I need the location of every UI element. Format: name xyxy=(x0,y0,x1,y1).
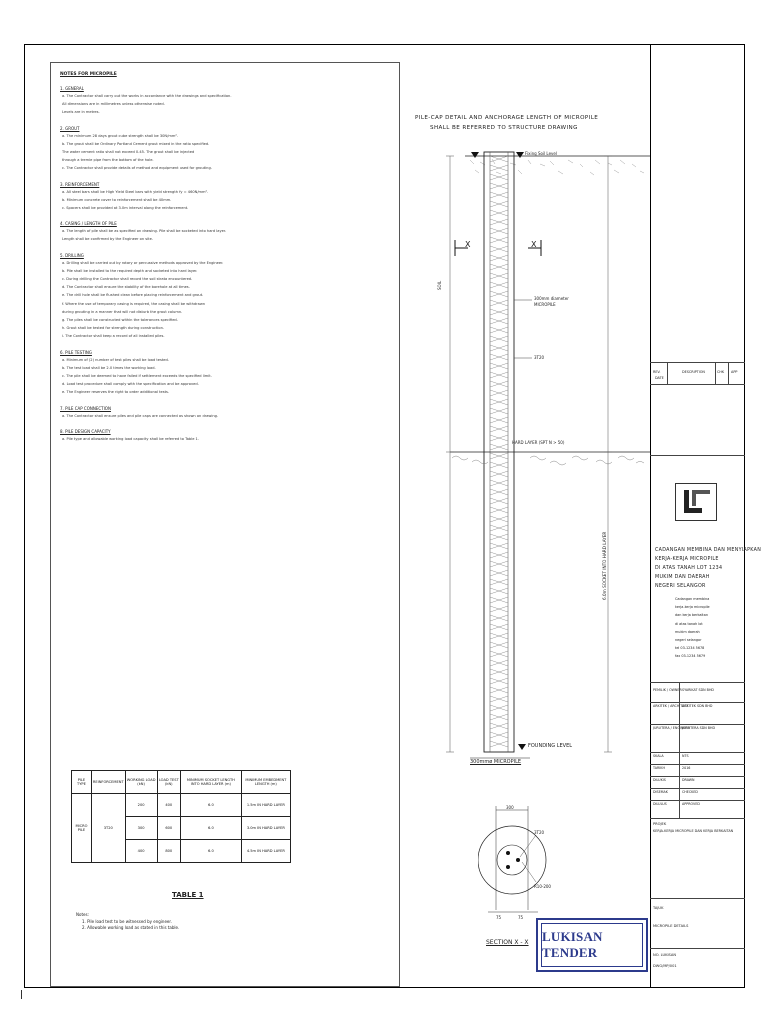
title-block-divider xyxy=(650,800,745,801)
title-block-row-value: SYARIKAT SDN BHD xyxy=(682,688,714,692)
micropile-elevation xyxy=(400,140,650,780)
notes-line: a. The length of pile shall be as specified on drawing. Pile shall be socketed into hard layer. xyxy=(62,229,227,234)
title-block-row-value: APPROVED xyxy=(682,802,700,806)
section-xx-drawing xyxy=(478,800,548,930)
address-line: negeri selangor xyxy=(675,638,702,642)
title-block-row-label: DILULUS xyxy=(653,802,667,806)
working-load-cell: 300 xyxy=(125,817,157,840)
notes-line: h. Grout shall be tested for strength during construction. xyxy=(62,326,165,331)
table-row xyxy=(72,794,291,817)
section-cover-right: 75 xyxy=(518,915,524,920)
notes-line: a. The Contractor shall ensure piles and pile caps are connected as shown on drawing. xyxy=(62,413,219,418)
title-block-divider xyxy=(650,724,745,725)
working-load-cell: 400 xyxy=(125,840,157,863)
rev-header-desc: DESCRIPTION xyxy=(682,370,705,374)
notes-heading: NOTES FOR MICROPILE xyxy=(60,72,117,77)
notes-line: g. The piles shall be constructed within the tolerances specified. xyxy=(62,318,178,322)
notes-line: b. Pile shall be installed to the required depth and socketed into hard layer. xyxy=(62,268,198,273)
project-label: PROJEK xyxy=(653,822,667,826)
page-marker xyxy=(21,990,22,999)
title-block-row-value: DRAWN xyxy=(682,778,695,782)
notes-section-title: 3. REINFORCEMENT xyxy=(60,181,100,187)
title-block-row-value: ARKITEK SDN BHD xyxy=(682,704,713,708)
address-line: tel 03-1234 5678 xyxy=(675,646,705,651)
title-block-divider xyxy=(650,702,745,703)
title-block-divider xyxy=(650,752,745,753)
notes-section-title: 5. DRILLING xyxy=(60,252,84,258)
title-block-divider xyxy=(650,764,745,765)
section-mark-left: X xyxy=(465,240,471,249)
notes-line: i. The Contractor shall keep a record of all installed piles. xyxy=(62,334,165,339)
tender-stamp xyxy=(536,918,648,972)
company-line: NEGERI SELANGOR xyxy=(655,584,706,589)
notes-line: f. Where the use of temporary casing is required, the casing shall be withdrawn xyxy=(62,301,206,306)
section-cover-left: 75 xyxy=(496,915,502,920)
title-block-row-label: TARIKH xyxy=(653,766,665,770)
notes-section-title: 1. GENERAL xyxy=(60,86,84,91)
embed-cell: 3.0m IN HARD LAYER xyxy=(241,817,290,840)
col-load-test: LOAD TEST (kN) xyxy=(157,771,180,794)
address-line: dan kerja berkaitan xyxy=(675,613,708,618)
embed-cell: 1.5m IN HARD LAYER xyxy=(241,794,290,817)
title-block-row-value: 2016 xyxy=(682,766,691,770)
title-block-row-label: JURUTERA / ENGINEER xyxy=(653,726,690,730)
title-block-row-label: ARKITEK / ARCHITECT xyxy=(653,704,689,708)
notes-line: c. The Contractor shall provide details of method and equipment used for grouting. xyxy=(62,166,212,171)
company-line: MUKIM DAN DAERAH xyxy=(655,575,710,580)
address-line: Cadangan membina xyxy=(675,597,710,601)
address-line: mukim daerah xyxy=(675,629,700,634)
table-notes-label: Notes: xyxy=(76,912,89,917)
micropile-bottom-label: 300mmø MICROPILE xyxy=(470,759,522,765)
notes-line: a. The Contractor shall carry out the works in accordance with the drawings and specification. xyxy=(62,94,232,98)
notes-section-title: 4. CASING / LENGTH OF PILE xyxy=(60,221,117,227)
casing-label: 300mm diameter xyxy=(534,296,569,301)
notes-section-title: 7. PILE CAP CONNECTION xyxy=(60,405,111,411)
notes-section-title: 8. PILE DESIGN CAPACITY xyxy=(60,428,111,434)
founding-level-label: FOUNDING LEVEL xyxy=(528,743,573,749)
section-mark-right: X xyxy=(531,240,537,249)
pile-type-cell: MICRO PILE xyxy=(72,794,92,863)
address-line: di atas tanah lot xyxy=(675,621,703,626)
col-embedment: MINIMUM EMBEDMENT LENGTH (m) xyxy=(241,771,290,794)
company-logo xyxy=(675,483,717,521)
section-title: SECTION X - X xyxy=(486,939,529,946)
pile-table xyxy=(71,770,291,863)
table-caption: TABLE 1 xyxy=(172,891,204,899)
section-link-note: R10-200 xyxy=(534,884,551,889)
notes-line: All dimensions are in millimetres unless otherwise noted. xyxy=(62,102,165,107)
notes-line: a. Pile type and allowable working load capacity shall be referred to Table 1. xyxy=(62,436,199,441)
notes-line: Length shall be confirmed by the Engineer on site. xyxy=(62,237,153,242)
notes-line: e. The Engineer reserves the right to order additional tests. xyxy=(62,390,169,395)
load-test-cell: 800 xyxy=(157,840,180,863)
notes-line: d. The Contractor shall ensure the stability of the borehole at all times. xyxy=(62,285,190,290)
title-block-row-label: SKALA xyxy=(653,754,664,758)
rev-header-rev: REV. xyxy=(653,370,661,374)
notes-line: Levels are in metres. xyxy=(62,110,100,115)
notes-section-title: 6. PILE TESTING xyxy=(60,349,92,355)
notes-line: a. The minimum 28 days grout cube strength shall be 30N/mm². xyxy=(62,133,178,138)
col-socket: MINIMUM SOCKET LENGTH INTO HARD LAYER (m) xyxy=(181,771,242,794)
socket-cell: 6.0 xyxy=(181,840,242,863)
notes-line: b. The test load shall be 2.0 times the working load. xyxy=(62,365,156,370)
table-note-1: 1. Pile load test to be witnessed by engineer. xyxy=(82,919,172,924)
notes-line: a. Drilling shall be carried out by rotary or percussive methods approved by the Engineer. xyxy=(62,260,224,265)
notes-line: b. The grout shall be Ordinary Portland Cement grout mixed in the ratio specified. xyxy=(62,141,210,146)
address-line: fax 03-1234 5679 xyxy=(675,654,706,659)
table-note-2: 2. Allowable working load as stated in this table. xyxy=(82,925,180,930)
section-bar-note: 3T20 xyxy=(534,830,545,835)
title-block-divider xyxy=(650,788,745,789)
rev-header-app: APP xyxy=(731,370,738,374)
title-block-divider xyxy=(650,776,745,777)
elevation-title-1: PILE-CAP DETAIL AND ANCHORAGE LENGTH OF MICROPILE xyxy=(415,115,599,121)
notes-line: c. Spacers shall be provided at 3.0m interval along the reinforcement. xyxy=(62,206,189,210)
notes-line: e. The drill hole shall be flushed clean before placing reinforcement and grout. xyxy=(62,293,204,298)
title-block-row-label: PEMILIK / OWNER xyxy=(653,688,682,692)
notes-line: a. All steel bars shall be High Yield Steel bars with yield strength fy = 460N/mm². xyxy=(62,189,209,194)
rev-header-chk: CHK xyxy=(717,370,725,374)
drawing-no-label: NO. LUKISAN xyxy=(653,953,677,957)
socket-cell: 6.0 xyxy=(181,794,242,817)
elevation-title-2: SHALL BE REFERRED TO STRUCTURE DRAWING xyxy=(430,125,578,131)
company-line: DI ATAS TANAH LOT 1234 xyxy=(655,566,723,571)
bar-label: 3T20 xyxy=(534,355,545,360)
title-block-row-value: JURUTERA SDN BHD xyxy=(682,726,716,730)
company-line: CADANGAN MEMBINA DAN MENYIAPKAN xyxy=(655,548,762,553)
notes-line: b. Minimum concrete cover to reinforcement shall be 40mm. xyxy=(62,197,172,202)
dim-upper-label: SOIL xyxy=(437,280,442,290)
fixing-level-label: Fixing Soil Level xyxy=(525,151,557,156)
tender-stamp-text: LUKISAN TENDER xyxy=(542,929,603,960)
logo-mark-icon xyxy=(676,484,716,520)
project-text: KERJA-KERJA MICROPILE DAN KERJA BERKAITAN xyxy=(653,829,734,833)
title-block-row-value: CHECKED xyxy=(682,790,698,794)
drawing-title: MICROPILE DETAILS xyxy=(653,924,689,928)
address-line: kerja-kerja micropile xyxy=(675,605,710,610)
drawing-no: DWG/MP/001 xyxy=(653,964,677,968)
notes-line: d. Load test procedure shall comply with the specification and be approved. xyxy=(62,382,199,387)
rev-header-date: DATE xyxy=(655,376,664,380)
title-block-divider xyxy=(650,818,745,819)
notes-section-title: 2. GROUT xyxy=(60,125,80,131)
company-line: KERJA-KERJA MICROPILE xyxy=(655,557,719,562)
dim-lower-label: 6.0m SOCKET INTO HARD LAYER xyxy=(602,531,607,600)
load-test-cell: 600 xyxy=(157,817,180,840)
reinforcement-cell: 3T20 xyxy=(91,794,125,863)
col-reinforcement: REINFORCEMENT xyxy=(91,771,125,794)
hard-layer-label: HARD LAYER (SPT N > 50) xyxy=(512,440,565,445)
title-block-row-label: DILUKIS xyxy=(653,778,666,782)
notes-line: a. Minimum of (2) number of test piles shall be load tested. xyxy=(62,357,169,362)
notes-line: The water cement ratio shall not exceed 0.45. The grout shall be injected xyxy=(62,150,195,154)
drawing-title-label: TAJUK xyxy=(653,906,664,910)
col-working-load: WORKING LOAD (kN) xyxy=(125,771,157,794)
section-dim-top: 300 xyxy=(506,805,514,810)
load-test-cell: 400 xyxy=(157,794,180,817)
notes-line: c. During drilling the Contractor shall record the soil strata encountered. xyxy=(62,277,193,281)
socket-cell: 6.0 xyxy=(181,817,242,840)
title-block-row-value: NTS xyxy=(682,754,689,758)
casing-label-2: MICROPILE xyxy=(534,302,556,307)
title-block-row-label: DISEMAK xyxy=(653,790,668,794)
title-block-col-divider xyxy=(679,682,680,818)
embed-cell: 4.5m IN HARD LAYER xyxy=(241,840,290,863)
notes-line: through a tremie pipe from the bottom of the hole. xyxy=(62,158,154,163)
col-pile-type: PILE TYPE xyxy=(72,771,92,794)
working-load-cell: 200 xyxy=(125,794,157,817)
notes-line: during grouting in a manner that will not disturb the grout column. xyxy=(62,309,183,314)
notes-line: c. The pile shall be deemed to have failed if settlement exceeds the specified limit. xyxy=(62,374,212,378)
